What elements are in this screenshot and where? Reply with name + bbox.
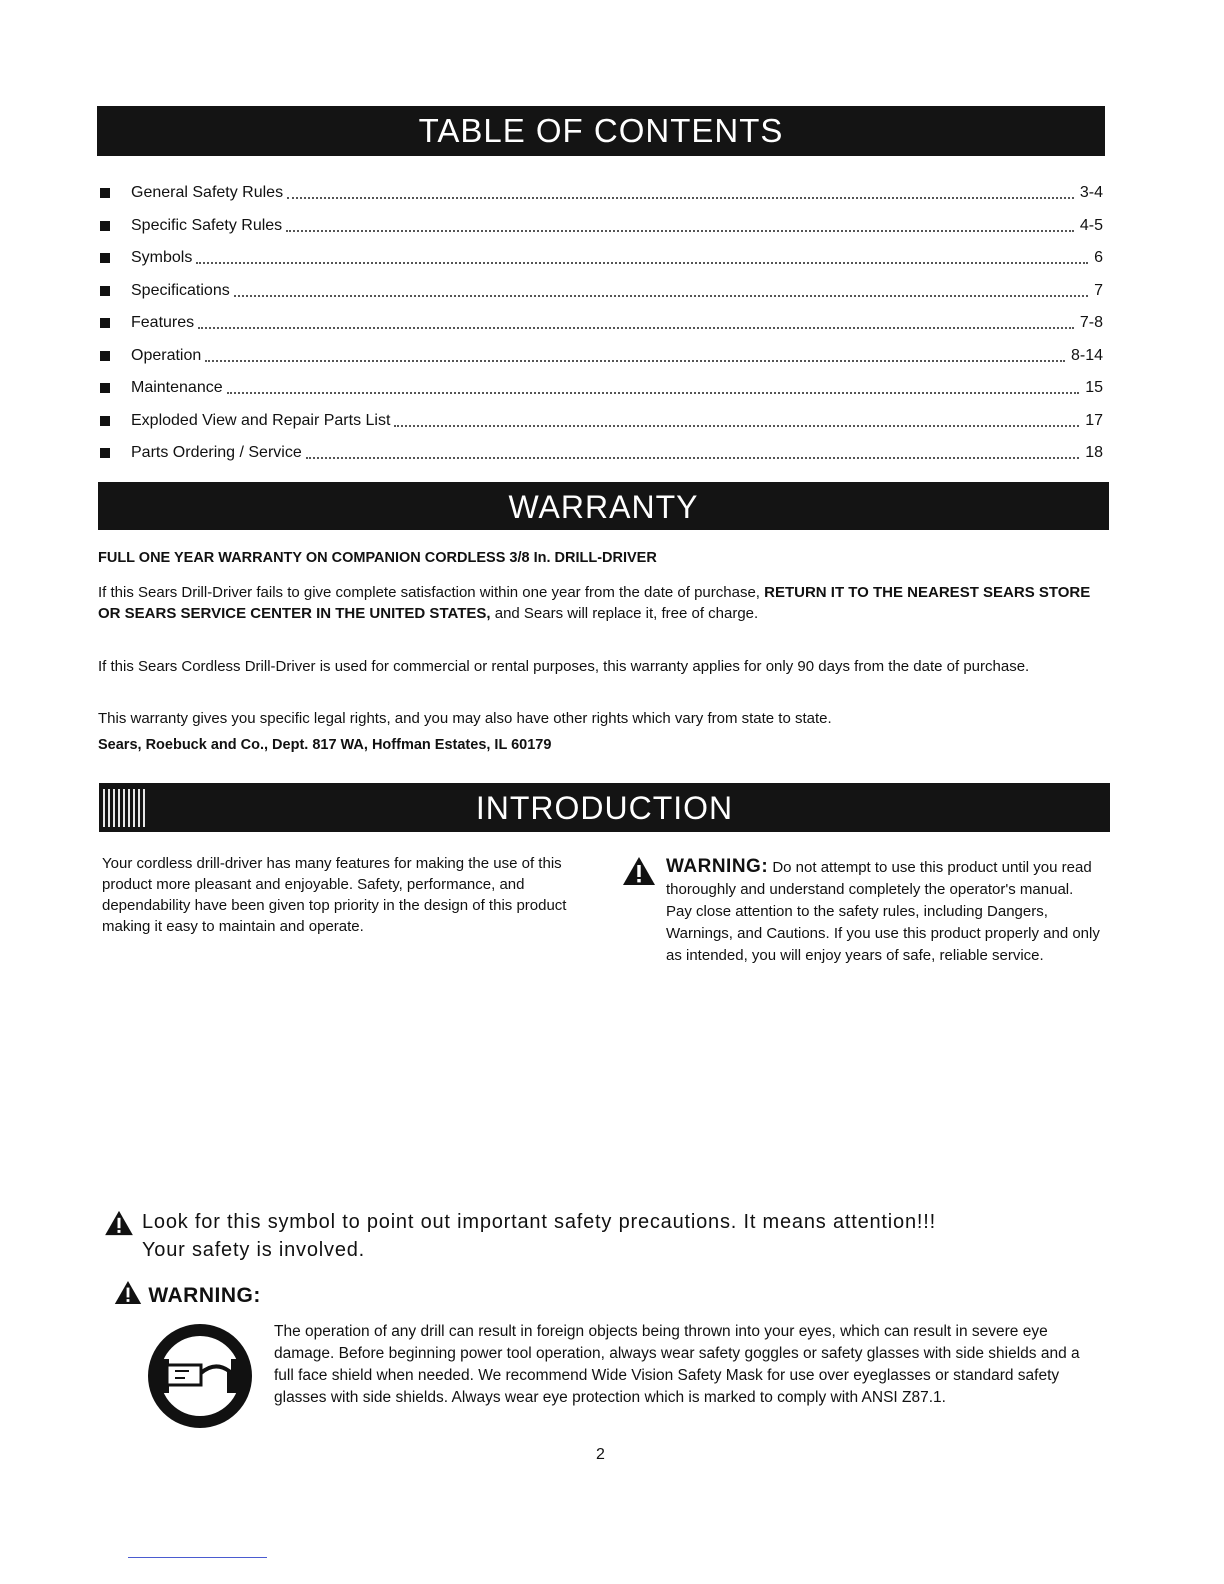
toc-item-page: 17	[1085, 411, 1103, 429]
warranty-heading: WARRANTY	[98, 482, 1109, 530]
toc-heading: TABLE OF CONTENTS	[97, 106, 1105, 156]
safety-symbol-note: Look for this symbol to point out important safety precautions. It means attention!!! Your safety is involved.	[104, 1208, 1004, 1264]
eye-protection-text: The operation of any drill can result in foreign objects being thrown into your eyes, which can result in severe eye damage. Before beginning power tool operation, always wear safety goggles or safety glasses with side shields and a full face shield when needed. We recommend Wide Vision Safety Mask for use over eyeglasses or standard safety glasses with side shields. Always wear eye protection which is marked to comply with ANSI Z87.1.	[274, 1323, 1080, 1406]
toc-item-page: 15	[1085, 379, 1103, 397]
warning-lead-text: Do not attempt to use this product	[772, 859, 998, 876]
toc-item	[98, 405, 1103, 438]
toc-item-page: 4-5	[1079, 216, 1103, 234]
bullet-square-icon	[100, 416, 110, 426]
introduction-warning	[620, 856, 1100, 967]
toc-leader-dots	[205, 360, 1065, 362]
warranty-paragraph-3: This warranty gives you specific legal rights, and you may also have other rights which vary from state to state.	[98, 710, 832, 727]
bullet-square-icon	[100, 448, 110, 458]
bullet-square-icon	[100, 221, 110, 231]
toc-leader-dots	[394, 425, 1079, 427]
warning-triangle-icon	[104, 1210, 134, 1236]
toc-item	[98, 340, 1103, 373]
introduction-heading: INTRODUCTION	[99, 783, 1110, 832]
toc-leader-dots	[306, 457, 1079, 459]
toc-item	[98, 210, 1103, 243]
warranty-title: FULL ONE YEAR WARRANTY ON COMPANION CORDLESS 3/8 In. DRILL-DRIVER	[98, 550, 657, 566]
toc-item-title: Specifications	[131, 281, 230, 299]
warranty-address: Sears, Roebuck and Co., Dept. 817 WA, Hoffman Estates, IL 60179	[98, 737, 552, 753]
toc-item-title: Maintenance	[131, 379, 223, 397]
page-number: 2	[596, 1446, 605, 1463]
toc-leader-dots	[196, 262, 1088, 264]
toc-item-title: Parts Ordering / Service	[131, 444, 302, 462]
warning-triangle-icon	[114, 1280, 142, 1305]
warranty-paragraph-2: If this Sears Cordless Drill-Driver is used for commercial or rental purposes, this warranty applies for only 90 days from the date of purchase.	[98, 658, 1030, 675]
bullet-square-icon	[100, 286, 110, 296]
toc-item-page: 3-4	[1079, 184, 1103, 202]
bullet-square-icon	[100, 253, 110, 263]
bullet-square-icon	[100, 318, 110, 328]
eye-warning-heading: WARNING:	[114, 1280, 261, 1308]
bullet-square-icon	[100, 383, 110, 393]
toc-leader-dots	[287, 197, 1074, 199]
toc-leader-dots	[234, 295, 1088, 297]
toc-item	[98, 275, 1103, 308]
toc-item-page: 6	[1094, 249, 1103, 267]
toc-item	[98, 307, 1103, 340]
toc-item	[98, 372, 1103, 405]
warning-triangle-icon	[622, 856, 656, 886]
warranty-return-instruction: RETURN IT TO THE NEAREST SEARS STORE OR SEARS SERVICE CENTER IN THE UNITED STATES,	[98, 584, 1091, 622]
toc-item-title: General Safety Rules	[131, 184, 284, 202]
toc-item	[98, 437, 1103, 470]
toc-item-title: Exploded View and Repair Parts List	[131, 411, 391, 429]
toc-item	[98, 177, 1103, 210]
warranty-paragraph-1: If this Sears Drill-Driver fails to give complete satisfaction within one year from the date of purchase, RETURN IT TO THE NEAREST SEARS STORE OR SEARS SERVICE CENTER IN THE UNITED STATES, and Sears will replace it, free of charge.	[98, 584, 1091, 622]
toc-leader-dots	[198, 327, 1074, 329]
warning-label: WARNING:	[666, 856, 769, 877]
scan-edge-line	[128, 1557, 267, 1558]
toc-item-page: 7	[1094, 281, 1103, 299]
toc-item-page: 18	[1085, 444, 1103, 462]
banner-stripes	[103, 789, 145, 827]
toc-leader-dots	[286, 230, 1074, 232]
toc-item-page: 7-8	[1079, 314, 1103, 332]
bullet-square-icon	[100, 351, 110, 361]
introduction-text: Your cordless drill-driver has many features for making the use of this product more pleasant and enjoyable. Safety, performance, and dependability have been given top priority in the design of this product making it easy to maintain and operate.	[102, 855, 567, 935]
toc-item-title: Symbols	[131, 249, 193, 267]
safety-goggles-icon	[145, 1321, 255, 1431]
toc-item	[98, 242, 1103, 275]
toc-list	[98, 177, 1103, 470]
toc-item-page: 8-14	[1070, 346, 1103, 364]
warning-body-text: until you read thoroughly and understand completely the operator's manual. Pay close attention to the safety rules, including Dangers, Warnings, and Cautions. If you use this product properly and only as intended, you will enjoy years of safe, reliable service.	[666, 859, 1100, 964]
toc-item-title: Features	[131, 314, 195, 332]
toc-item-title: Operation	[131, 346, 202, 364]
bullet-square-icon	[100, 188, 110, 198]
toc-leader-dots	[227, 392, 1080, 394]
toc-item-title: Specific Safety Rules	[131, 216, 283, 234]
